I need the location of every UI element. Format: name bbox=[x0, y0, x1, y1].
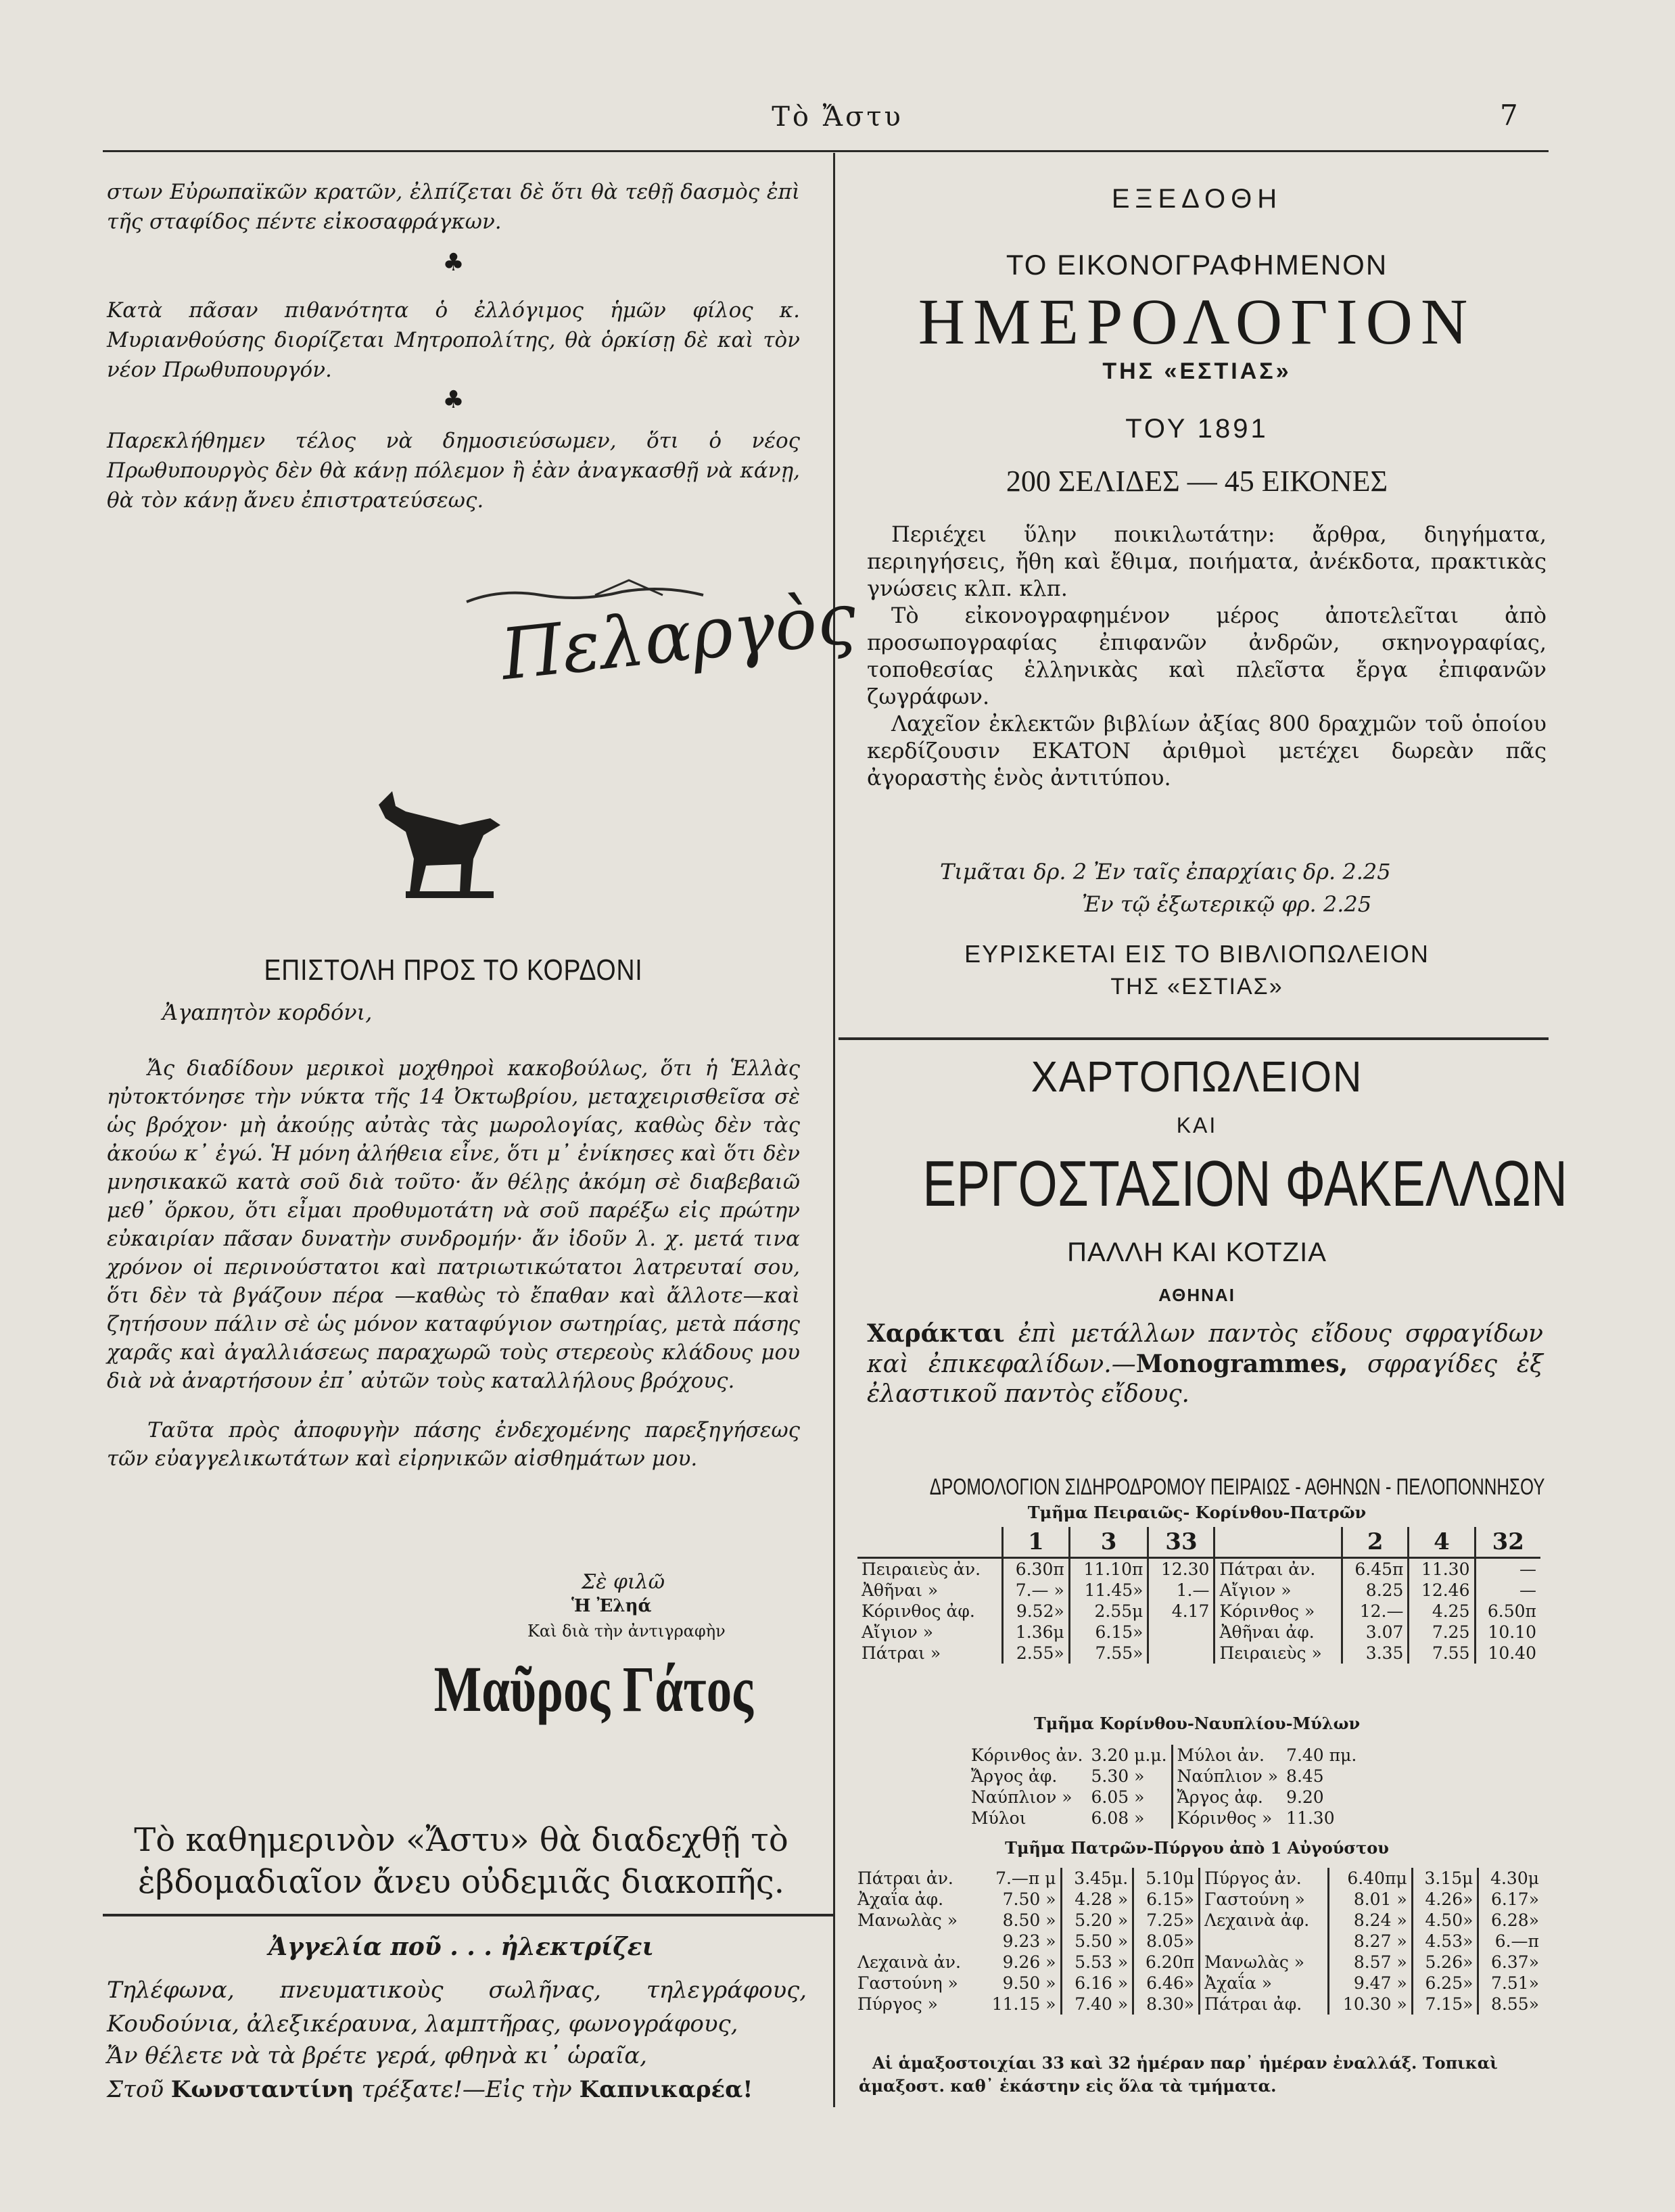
timetable-cell: 6.50π bbox=[1475, 1601, 1540, 1622]
timetable-row bbox=[967, 1808, 1361, 1829]
timetable-cell: 9.50 » bbox=[1002, 1973, 1056, 1993]
timetable-cell: 3.45μ. bbox=[1061, 1868, 1133, 1889]
ad-electric-line4-c: τρέξατε!—Εἰς τὴν bbox=[354, 2076, 580, 2103]
timetable-cell: 10.40 bbox=[1475, 1643, 1540, 1664]
paragraph-metropolitan: Κατὰ πᾶσαν πιθανότητα ὁ ἐλλόγιμος ἡμῶν φίλος κ. Μυριανθούσης διορίζεται Μητροπολίτης, θὰ ὁρκίσῃ δὲ καὶ τὸν νέον Πρωθυπουργόν. bbox=[107, 298, 800, 382]
timetable-section2-title: Τμῆμα Κορίνθου-Ναυπλίου-Μύλων bbox=[1033, 1714, 1361, 1733]
timetable-cell: 5.26» bbox=[1412, 1952, 1478, 1973]
timetable-cell: 7.40 πμ. bbox=[1286, 1745, 1357, 1765]
paragraph-tariff: στων Εὐρωπαϊκῶν κρατῶν, ἐλπίζεται δὲ ὅτι θὰ τεθῇ δασμὸς ἐπὶ τῆς σταφίδος πέντε εἰκοσαφράγκων. bbox=[107, 180, 800, 234]
ad-calendar-text bbox=[867, 521, 1547, 791]
timetable-cell: 5.30 » bbox=[1091, 1766, 1145, 1786]
timetable-row bbox=[857, 1580, 1540, 1601]
ad-electric-body: Τηλέφωνα, πνευματικοὺς σωλῆνας, τηλεγράφους, Κουδούνια, ἀλεξικέραυνα, λαμπτῆρας, φωνογράφους, bbox=[107, 1977, 807, 2038]
timetable-cell: 5.20 » bbox=[1061, 1910, 1133, 1931]
timetable-cell: 6.16 » bbox=[1061, 1973, 1133, 1994]
timetable-cell: Κόρινθος » bbox=[1214, 1601, 1342, 1622]
ad-calendar-para3: Λαχεῖον ἐκλεκτῶν βιβλίων ἀξίας 800 δραχμῶν τοῦ ὁποίου κερδίζουσιν ΕΚΑΤΟΝ ἀριθμοὶ μετέχει δωρεὰν πᾶς ἀγοραστὴς ἑνὸς ἀντιτύπου. bbox=[867, 711, 1547, 791]
timetable-cell: 4.53» bbox=[1412, 1931, 1478, 1952]
timetable-cell: 11.10π bbox=[1069, 1558, 1148, 1580]
timetable-footnote2: ἁμαξοστ. καθ᾿ ἑκάστην εἰς ὅλα τὰ τμήματα. bbox=[859, 2076, 1277, 2096]
timetable-cell: Γαστούνη » bbox=[1200, 1889, 1329, 1910]
timetable-row bbox=[853, 1973, 1543, 1994]
closing-copy-note: Καὶ διὰ τὴν ἀντιγραφὴν bbox=[527, 1622, 726, 1641]
dog-illustration bbox=[365, 784, 521, 906]
timetable-cell: 8.57 » bbox=[1329, 1952, 1412, 1973]
ad-calendar-price2: Ἐν τῷ ἐξωτερικῷ φρ. 2.25 bbox=[1082, 891, 1372, 917]
timetable-cell: 1 bbox=[1003, 1527, 1070, 1558]
timetable-row bbox=[857, 1643, 1540, 1664]
letter-title: ΕΠΙΣΤΟΛΗ ΠΡΟΣ ΤΟ ΚΟΡΔΟΝΙ bbox=[264, 954, 643, 987]
timetable-cell: 7.25» bbox=[1133, 1910, 1200, 1931]
daily-notice: Τὸ καθημερινὸν «Ἄστυ» θὰ διαδεχθῇ τὸ ἑβδομαδιαῖον ἄνευ οὐδεμιᾶς διακοπῆς. bbox=[134, 1821, 788, 1901]
timetable-cell: Ἄργος ἀφ. bbox=[1172, 1787, 1282, 1808]
timetable-cell: 7.15» bbox=[1412, 1994, 1478, 2015]
timetable-section1-title: Τμῆμα Πειραιῶς- Κορίνθου-Πατρῶν bbox=[1027, 1503, 1367, 1522]
timetable-cell: 6.45π bbox=[1342, 1558, 1409, 1580]
timetable-cell: Πειραιεὺς ἀν. bbox=[862, 1559, 981, 1579]
timetable-row bbox=[853, 1868, 1543, 1889]
timetable-cell: — bbox=[1475, 1558, 1540, 1580]
ad-calendar-para1: Περιέχει ὕλην ποικιλωτάτην: ἄρθρα, διηγήματα, περιηγήσεις, ἤθη καὶ ἔθιμα, ποιήματα, ἀνέκδοτα, πρακτικὰς γνώσεις κλπ. κλπ. bbox=[867, 521, 1547, 601]
timetable-row bbox=[857, 1601, 1540, 1622]
timetable-cell: 8.45 bbox=[1286, 1766, 1324, 1786]
timetable-cell: Πειραιεὺς » bbox=[1214, 1643, 1342, 1664]
timetable-cell: 9.52» bbox=[1003, 1601, 1070, 1622]
ad-stationery-line1: ΧΑΡΤΟΠΩΛΕΙΟΝ bbox=[1031, 1052, 1363, 1101]
timetable-cell: 2.55μ bbox=[1069, 1601, 1148, 1622]
timetable-cell: 6.28» bbox=[1478, 1910, 1543, 1931]
timetable-cell: 4.17 bbox=[1148, 1601, 1214, 1622]
timetable-cell: 2.55» bbox=[1003, 1643, 1070, 1664]
timetable-cell: 7.55» bbox=[1069, 1643, 1148, 1664]
ad-calendar-line7: ΕΥΡΙΣΚΕΤΑΙ ΕΙΣ ΤΟ ΒΙΒΛΙΟΠΩΛΕΙΟΝ bbox=[964, 940, 1430, 968]
timetable-cell: 6.30π bbox=[1003, 1558, 1070, 1580]
timetable-cell: Πάτραι ἀφ. bbox=[1200, 1994, 1329, 2015]
timetable-cell: 6.40πμ bbox=[1329, 1868, 1412, 1889]
fleuron-ornament: ♣ bbox=[442, 249, 465, 277]
timetable-cell: 7.—π μ bbox=[995, 1868, 1056, 1888]
signature-pelargos: Πελαργὸς bbox=[497, 576, 860, 697]
timetable-cell bbox=[1148, 1622, 1214, 1643]
timetable-cell: Γαστούνη » bbox=[857, 1973, 958, 1993]
timetable-cell: 6.15» bbox=[1133, 1889, 1200, 1910]
timetable-cell: 4.50» bbox=[1412, 1910, 1478, 1931]
timetable-cell: 8.05» bbox=[1133, 1931, 1200, 1952]
timetable-section3 bbox=[853, 1868, 1543, 2015]
timetable-cell: 4.28 » bbox=[1061, 1889, 1133, 1910]
column-rule bbox=[833, 153, 835, 2107]
timetable-cell: 8.24 » bbox=[1329, 1910, 1412, 1931]
timetable-cell: 8.27 » bbox=[1329, 1931, 1412, 1952]
timetable-cell: 4.30μ bbox=[1478, 1868, 1543, 1889]
timetable-cell: Λεχαινὰ ἀφ. bbox=[1200, 1910, 1329, 1931]
timetable-cell: Μανωλὰς » bbox=[1200, 1952, 1329, 1973]
timetable-cell: 10.30 » bbox=[1329, 1994, 1412, 2015]
timetable-cell: 3.07 bbox=[1342, 1622, 1409, 1643]
timetable-cell: 11.30 bbox=[1409, 1558, 1475, 1580]
ad-stationery-bold2: Monogrammes, bbox=[1135, 1350, 1348, 1378]
timetable-cell: 7.— » bbox=[1003, 1580, 1070, 1601]
header-rule bbox=[103, 150, 1549, 152]
timetable-cell: Ἄργος ἀφ. bbox=[971, 1766, 1058, 1786]
timetable-cell: Αἴγιον » bbox=[862, 1622, 934, 1642]
timetable-cell: Κόρινθος ἀν. bbox=[971, 1745, 1083, 1765]
timetable-row bbox=[967, 1745, 1361, 1766]
ad-calendar-line2: ΤΟ ΕΙΚΟΝΟΓΡΑΦΗΜΕΝΟΝ bbox=[1006, 249, 1388, 281]
timetable-cell: 3.15μ bbox=[1412, 1868, 1478, 1889]
closing-signature-olive: Ἡ Ἐληά bbox=[571, 1596, 652, 1616]
right-section-rule bbox=[839, 1037, 1549, 1040]
timetable-cell: 7.51» bbox=[1478, 1973, 1543, 1994]
timetable-row bbox=[853, 1889, 1543, 1910]
timetable-cell bbox=[1214, 1527, 1342, 1558]
left-column bbox=[107, 177, 800, 515]
timetable-cell: 2 bbox=[1342, 1527, 1409, 1558]
timetable-cell: 12.— bbox=[1342, 1601, 1409, 1622]
ad-calendar-line8: ΤΗΣ «ΕΣΤΙΑΣ» bbox=[1110, 974, 1283, 999]
ad-calendar-price1: Τιμᾶται δρ. 2 Ἐν ταῖς ἐπαρχίαις δρ. 2.25 bbox=[940, 859, 1391, 885]
timetable-cell: 7.50 » bbox=[1002, 1889, 1056, 1909]
fleuron-ornament: ♣ bbox=[442, 386, 465, 414]
timetable-cell: 8.25 bbox=[1342, 1580, 1409, 1601]
timetable-row bbox=[853, 1931, 1543, 1952]
timetable-cell: 6.—π bbox=[1478, 1931, 1543, 1952]
timetable-cell: 6.37» bbox=[1478, 1952, 1543, 1973]
timetable-cell: 1.36μ bbox=[1003, 1622, 1070, 1643]
timetable-cell: 32 bbox=[1475, 1527, 1540, 1558]
closing-greeting: Σὲ φιλῶ bbox=[582, 1570, 665, 1594]
timetable-section1 bbox=[857, 1527, 1540, 1664]
timetable-cell: 8.01 » bbox=[1329, 1889, 1412, 1910]
timetable-cell: Λεχαινὰ ἀν. bbox=[857, 1952, 961, 1972]
stork-sketch bbox=[460, 575, 717, 615]
timetable-cell: 5.10μ bbox=[1133, 1868, 1200, 1889]
timetable-row bbox=[967, 1766, 1361, 1787]
timetable-cell: 3 bbox=[1069, 1527, 1148, 1558]
timetable-cell: 7.40 » bbox=[1061, 1994, 1133, 2015]
timetable-cell: 6.15» bbox=[1069, 1622, 1148, 1643]
timetable-cell: Πάτραι » bbox=[862, 1643, 941, 1663]
timetable-cell: 4.25 bbox=[1409, 1601, 1475, 1622]
ad-stationery-text2: σφραγίδες ἐξ ἐλαστικοῦ παντὸς εἴδους. bbox=[867, 1350, 1544, 1408]
timetable-cell bbox=[1200, 1931, 1329, 1952]
ad-calendar-line1: ΕΞΕΔΟΘΗ bbox=[1111, 184, 1283, 214]
timetable-row bbox=[857, 1622, 1540, 1643]
timetable-cell: Πάτραι ἀν. bbox=[857, 1868, 953, 1888]
ad-electric-line3: Ἄν θέλετε νὰ τὰ βρέτε γερά, φθηνὰ κι᾿ ὡραῖα, bbox=[107, 2042, 647, 2069]
ad-stationery-bold1: Χαράκται bbox=[867, 1319, 1005, 1348]
ad-calendar-heading: ΗΜΕΡΟΛΟΓΙΟΝ bbox=[918, 285, 1476, 358]
timetable-cell: 5.50 » bbox=[1061, 1931, 1133, 1952]
timetable-cell: 4.26» bbox=[1412, 1889, 1478, 1910]
timetable-cell: 8.30» bbox=[1133, 1994, 1200, 2015]
timetable-cell: Ἀθῆναι ἀφ. bbox=[1214, 1622, 1342, 1643]
letter-body: Ἄς διαδίδουν μερικοὶ μοχθηροὶ κακοβούλως, ὅτι ἡ Ἑλλὰς ηὐτοκτόνησε τὴν νύκτα τῆς 14 Ὀκτωβρίου, μεταχειρισθεῖσα σὲ ὡς βρόχον· μὴ ἀκούῃς αὐτὰς τὰς μωρολογίας, καθὼς δὲν τὰς ἀκούω κ᾿ ἐγώ. Ἡ μόνη ἀλήθεια εἶνε, ὅτι μ᾿ ἐνίκησες καὶ ὅτι δὲν μνησικακῶ κατὰ σοῦ διὰ τοῦτο· ἄν θέλῃς ἀκόμη σὲ διαβεβαιῶ μεθ᾿ ὅρκου, ὅτι εἶμαι προθυμοτάτη νὰ σοῦ παρέξω εἰς πρώτην εὐκαιρίαν πᾶσαν δυνατὴν συνδρομήν· ἄν ἰδοῦν λ. χ. μετά τινα χρόνον οἱ περινούστατοι καὶ πατριωτικώτατοι λατρευταί σου, ὅτι δὲν τὰ βγάζουν πέρα —καθὼς τὸ ἔπαθαν καὶ ἄλλοτε—καὶ ζητήσουν πάλιν σὲ ὡς μόνον καταφύγιον σωτηρίας, μετὰ πάσης χαρᾶς καὶ ἀγαλλιάσεως παραχωρῶ τοὺς στερεοὺς κλάδους μου διὰ νὰ ἀναρτήσουν ἐπ᾿ αὐτῶν τοὺς καταλλήλους βρόχους. bbox=[107, 1056, 800, 1393]
ad-calendar-line4: ΤΗΣ «ΕΣΤΙΑΣ» bbox=[1102, 358, 1292, 384]
timetable-cell: 33 bbox=[1148, 1527, 1214, 1558]
timetable-cell: 3.35 bbox=[1342, 1643, 1409, 1664]
timetable-row bbox=[857, 1558, 1540, 1580]
timetable-cell: 12.46 bbox=[1409, 1580, 1475, 1601]
page-header-title: Τὸ Ἄστυ bbox=[772, 101, 903, 133]
timetable-section3-title: Τμῆμα Πατρῶν-Πύργου ἀπὸ 1 Αὐγούστου bbox=[1005, 1838, 1389, 1858]
timetable-cell: Πύργος ἀν. bbox=[1200, 1868, 1329, 1889]
timetable-cell: Ναύπλιον » bbox=[1172, 1766, 1282, 1787]
ad-electric-line4-a: Στοῦ bbox=[107, 2076, 171, 2103]
timetable-row bbox=[853, 1994, 1543, 2015]
notice-rule bbox=[103, 1914, 833, 1916]
timetable-cell: 6.05 » bbox=[1091, 1787, 1145, 1807]
timetable-header-row bbox=[857, 1527, 1540, 1558]
signature-mavros-gatos: Μαῦρος Γάτος bbox=[433, 1653, 753, 1725]
timetable-cell: 6.25» bbox=[1412, 1973, 1478, 1994]
ad-stationery-line2: ΚΑΙ bbox=[1176, 1113, 1218, 1137]
timetable-section2 bbox=[967, 1745, 1361, 1829]
ad-stationery-text1: ἐπὶ μετάλλων παντὸς εἴδους σφραγίδων καὶ ἐπικεφαλίδων.— bbox=[867, 1320, 1543, 1378]
letter-salutation: Ἀγαπητὸν κορδόνι, bbox=[162, 999, 373, 1025]
ad-calendar-line6: 200 ΣΕΛΙΔΕΣ — 45 ΕΙΚΟΝΕΣ bbox=[1006, 465, 1388, 498]
timetable-footnote1: Αἱ ἁμαξοστοιχίαι 33 καὶ 32 ἡμέραν παρ᾿ ἡμέραν ἐναλλάξ. Τοπικαὶ bbox=[872, 2053, 1498, 2073]
timetable-cell: Μύλοι ἀν. bbox=[1172, 1745, 1282, 1766]
timetable-row bbox=[853, 1952, 1543, 1973]
timetable-title: ΔΡΟΜΟΛΟΓΙΟΝ ΣΙΔΗΡΟΔΡΟΜΟΥ ΠΕΙΡΑΙΩΣ - ΑΘΗΝΩΝ - ΠΕΛΟΠΟΝΝΗΣΟΥ bbox=[929, 1474, 1545, 1500]
ad-electric-title: Ἀγγελία ποῦ . . . ἠλεκτρίζει bbox=[268, 1933, 654, 1961]
timetable-cell: 9.47 » bbox=[1329, 1973, 1412, 1994]
ad-stationery-line5: ΑΘΗΝΑΙ bbox=[1158, 1285, 1235, 1305]
timetable-cell: 1.— bbox=[1148, 1580, 1214, 1601]
timetable-cell: Ναύπλιον » bbox=[971, 1787, 1072, 1807]
timetable-cell: 4 bbox=[1409, 1527, 1475, 1558]
timetable-cell: 5.53 » bbox=[1061, 1952, 1133, 1973]
ad-stationery-text bbox=[867, 1319, 1543, 1409]
timetable-cell: Κόρινθος ἀφ. bbox=[862, 1601, 975, 1621]
timetable-cell: 11.15 » bbox=[991, 1994, 1056, 2014]
ad-stationery-line4: ΠΑΛΛΗ ΚΑΙ ΚΟΤΖΙΑ bbox=[1067, 1238, 1327, 1267]
timetable-cell: Μανωλὰς » bbox=[857, 1910, 958, 1930]
ad-electric-name: Κωνσταντίνη bbox=[170, 2076, 354, 2103]
timetable-cell: 7.25 bbox=[1409, 1622, 1475, 1643]
timetable-cell: 9.26 » bbox=[1002, 1952, 1056, 1972]
timetable-cell: 6.20π bbox=[1133, 1952, 1200, 1973]
timetable-cell: Μύλοι bbox=[971, 1808, 1027, 1828]
timetable-cell: 6.08 » bbox=[1091, 1808, 1145, 1828]
timetable-row bbox=[967, 1787, 1361, 1808]
ad-calendar-line5: ΤΟΥ 1891 bbox=[1125, 414, 1269, 444]
timetable-cell: 8.50 » bbox=[1002, 1910, 1056, 1930]
timetable-cell bbox=[853, 1931, 978, 1952]
timetable-cell: 11.45» bbox=[1069, 1580, 1148, 1601]
timetable-cell: Ἀθῆναι » bbox=[862, 1580, 939, 1600]
timetable-cell: 7.55 bbox=[1409, 1643, 1475, 1664]
ad-calendar-para2: Τὸ εἰκονογραφημένον μέρος ἀποτελεῖται ἀπὸ προσωπογραφίας ἐπιφανῶν ἀνδρῶν, σκηνογραφίας, τοποθεσίας ἑλληνικὰς καὶ πλεῖστα ἔργα ἐπιφανῶν ζωγράφων. bbox=[867, 603, 1547, 709]
paragraph-prime-minister: Παρεκλήθημεν τέλος νὰ δημοσιεύσωμεν, ὅτι ὁ νέος Πρωθυπουργὸς δὲν θὰ κάνῃ πόλεμον ἢ ἐὰν ἀναγκασθῇ νὰ κάνῃ, θὰ τὸν κάνῃ ἄνευ ἐπιστρατεύσεως. bbox=[107, 429, 800, 513]
letter-body-closing-para: Ταῦτα πρὸς ἀποφυγὴν πάσης ἐνδεχομένης παρεξηγήσεως τῶν εὐαγγελικωτάτων καὶ εἰρηνικῶν αἰσθημάτων μου. bbox=[107, 1418, 800, 1471]
timetable-cell bbox=[857, 1527, 1003, 1558]
timetable-cell: Αἴγιον » bbox=[1214, 1580, 1342, 1601]
ad-electric-place: Καπνικαρέα! bbox=[579, 2076, 753, 2103]
timetable-cell: 3.20 μ.μ. bbox=[1091, 1745, 1167, 1765]
ad-electric-line4 bbox=[107, 2076, 753, 2103]
timetable-cell: Ἀχαΐα » bbox=[1200, 1973, 1329, 1994]
timetable-cell: Κόρινθος » bbox=[1172, 1808, 1282, 1829]
timetable-cell: 10.10 bbox=[1475, 1622, 1540, 1643]
timetable-cell: — bbox=[1475, 1580, 1540, 1601]
timetable-cell: 6.17» bbox=[1478, 1889, 1543, 1910]
timetable-cell: 6.46» bbox=[1133, 1973, 1200, 1994]
timetable-cell: 9.23 » bbox=[1002, 1931, 1056, 1951]
ad-stationery-heading: ΕΡΓΟΣΤΑΣΙΟΝ ΦΑΚΕΛΛΩΝ bbox=[922, 1148, 1567, 1220]
timetable-cell: 8.55» bbox=[1478, 1994, 1543, 2015]
timetable-row bbox=[853, 1910, 1543, 1931]
letter-body-block bbox=[107, 1033, 800, 1494]
timetable-cell bbox=[1148, 1643, 1214, 1664]
timetable-cell: 11.30 bbox=[1286, 1808, 1335, 1828]
timetable-cell: Πύργος » bbox=[857, 1994, 938, 2014]
timetable-cell: 12.30 bbox=[1148, 1558, 1214, 1580]
timetable-cell: Πάτραι ἀν. bbox=[1214, 1558, 1342, 1580]
timetable-cell: 9.20 bbox=[1286, 1787, 1324, 1807]
timetable-cell: Ἀχαΐα ἀφ. bbox=[857, 1889, 944, 1909]
page-number: 7 bbox=[1500, 99, 1518, 132]
